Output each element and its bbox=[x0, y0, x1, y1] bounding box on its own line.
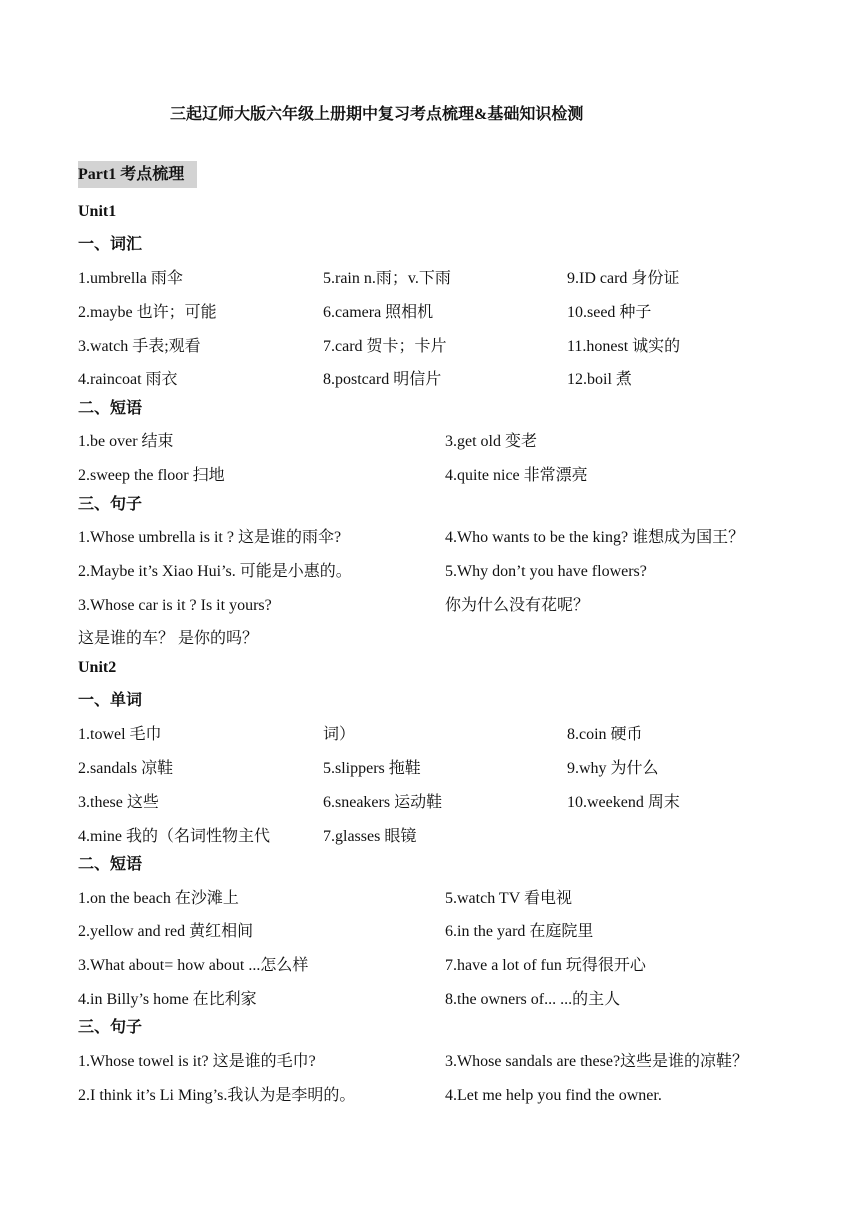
unit1-sentence-item: 这是谁的车？ 是你的吗？ bbox=[78, 630, 259, 647]
unit2-phrase-item: 5.watch TV 看电视 bbox=[445, 890, 572, 907]
unit1-vocab-item: 11.honest 诚实的 bbox=[567, 338, 681, 355]
unit1-vocab-item: 4.raincoat 雨衣 bbox=[78, 371, 178, 388]
unit1-phrase-item: 1.be over 结束 bbox=[78, 433, 174, 450]
unit1-heading: Unit1 bbox=[78, 203, 117, 220]
unit2-phrase-item: 6.in the yard 在庭院里 bbox=[445, 923, 594, 940]
unit2-phrase-heading: 二、短语 bbox=[78, 856, 143, 873]
unit2-phrase-item: 2.yellow and red 黄红相间 bbox=[78, 923, 254, 940]
document-title: 三起辽师大版六年级上册期中复习考点梳理&基础知识检测 bbox=[170, 106, 584, 123]
part1-heading: Part1 考点梳理 bbox=[78, 161, 197, 188]
unit1-phrase-item: 2.sweep the floor 扫地 bbox=[78, 467, 225, 484]
unit1-phrase-heading: 二、短语 bbox=[78, 400, 143, 417]
unit2-vocab-item: 1.towel 毛巾 bbox=[78, 726, 162, 743]
unit1-phrase-item: 4.quite nice 非常漂亮 bbox=[445, 467, 588, 484]
unit2-vocab-item: 8.coin 硬币 bbox=[567, 726, 643, 743]
unit1-sentence-item: 你为什么没有花呢？ bbox=[445, 597, 590, 614]
unit1-vocab-item: 1.umbrella 雨伞 bbox=[78, 270, 183, 287]
unit2-vocab-item: 9.why 为什么 bbox=[567, 760, 659, 777]
unit2-phrase-item: 1.on the beach 在沙滩上 bbox=[78, 890, 239, 907]
unit1-vocab-item: 3.watch 手表;观看 bbox=[78, 338, 201, 355]
unit2-phrase-item: 3.What about= how about ...怎么样 bbox=[78, 957, 309, 974]
unit2-vocab-item: 10.weekend 周末 bbox=[567, 794, 680, 811]
unit2-phrase-item: 8.the owners of... ...的主人 bbox=[445, 991, 621, 1008]
unit1-vocab-item: 5.rain n.雨；v.下雨 bbox=[323, 270, 451, 287]
unit2-phrase-item: 4.in Billy’s home 在比利家 bbox=[78, 991, 257, 1008]
unit1-vocab-item: 2.maybe 也许；可能 bbox=[78, 304, 217, 321]
unit2-vocab-item: 2.sandals 凉鞋 bbox=[78, 760, 174, 777]
unit1-sentence-item: 5.Why don’t you have flowers? bbox=[445, 563, 647, 580]
unit2-sentence-item: 3.Whose sandals are these?这些是谁的凉鞋？ bbox=[445, 1053, 749, 1070]
unit1-sentence-item: 3.Whose car is it ? Is it yours? bbox=[78, 597, 272, 614]
unit1-vocab-heading: 一、词汇 bbox=[78, 236, 143, 253]
unit2-sentence-heading: 三、句子 bbox=[78, 1019, 143, 1036]
unit2-heading: Unit2 bbox=[78, 659, 117, 676]
unit1-vocab-item: 9.ID card 身份证 bbox=[567, 270, 680, 287]
unit1-phrase-item: 3.get old 变老 bbox=[445, 433, 537, 450]
unit1-vocab-item: 6.camera 照相机 bbox=[323, 304, 434, 321]
unit1-vocab-item: 10.seed 种子 bbox=[567, 304, 652, 321]
unit2-sentence-item: 1.Whose towel is it? 这是谁的毛巾? bbox=[78, 1053, 316, 1070]
unit2-vocab-item: 6.sneakers 运动鞋 bbox=[323, 794, 443, 811]
unit1-sentence-item: 2.Maybe it’s Xiao Hui’s. 可能是小惠的。 bbox=[78, 563, 352, 580]
unit2-sentence-item: 4.Let me help you find the owner. bbox=[445, 1087, 662, 1104]
unit2-vocab-item: 3.these 这些 bbox=[78, 794, 159, 811]
unit1-vocab-item: 8.postcard 明信片 bbox=[323, 371, 442, 388]
unit2-vocab-heading: 一、单词 bbox=[78, 692, 143, 709]
unit2-vocab-item: 5.slippers 拖鞋 bbox=[323, 760, 421, 777]
unit1-sentence-item: 1.Whose umbrella is it ? 这是谁的雨伞? bbox=[78, 529, 342, 546]
unit1-sentence-heading: 三、句子 bbox=[78, 496, 143, 513]
unit2-vocab-item: 词） bbox=[323, 726, 356, 743]
unit2-sentence-item: 2.I think it’s Li Ming’s.我认为是李明的。 bbox=[78, 1087, 356, 1104]
unit1-vocab-item: 12.boil 煮 bbox=[567, 371, 632, 388]
unit2-vocab-item: 4.mine 我的（名词性物主代 bbox=[78, 828, 270, 845]
unit1-vocab-item: 7.card 贺卡；卡片 bbox=[323, 338, 447, 355]
unit2-vocab-item: 7.glasses 眼镜 bbox=[323, 828, 417, 845]
unit2-phrase-item: 7.have a lot of fun 玩得很开心 bbox=[445, 957, 646, 974]
unit1-sentence-item: 4.Who wants to be the king? 谁想成为国王？ bbox=[445, 529, 745, 546]
